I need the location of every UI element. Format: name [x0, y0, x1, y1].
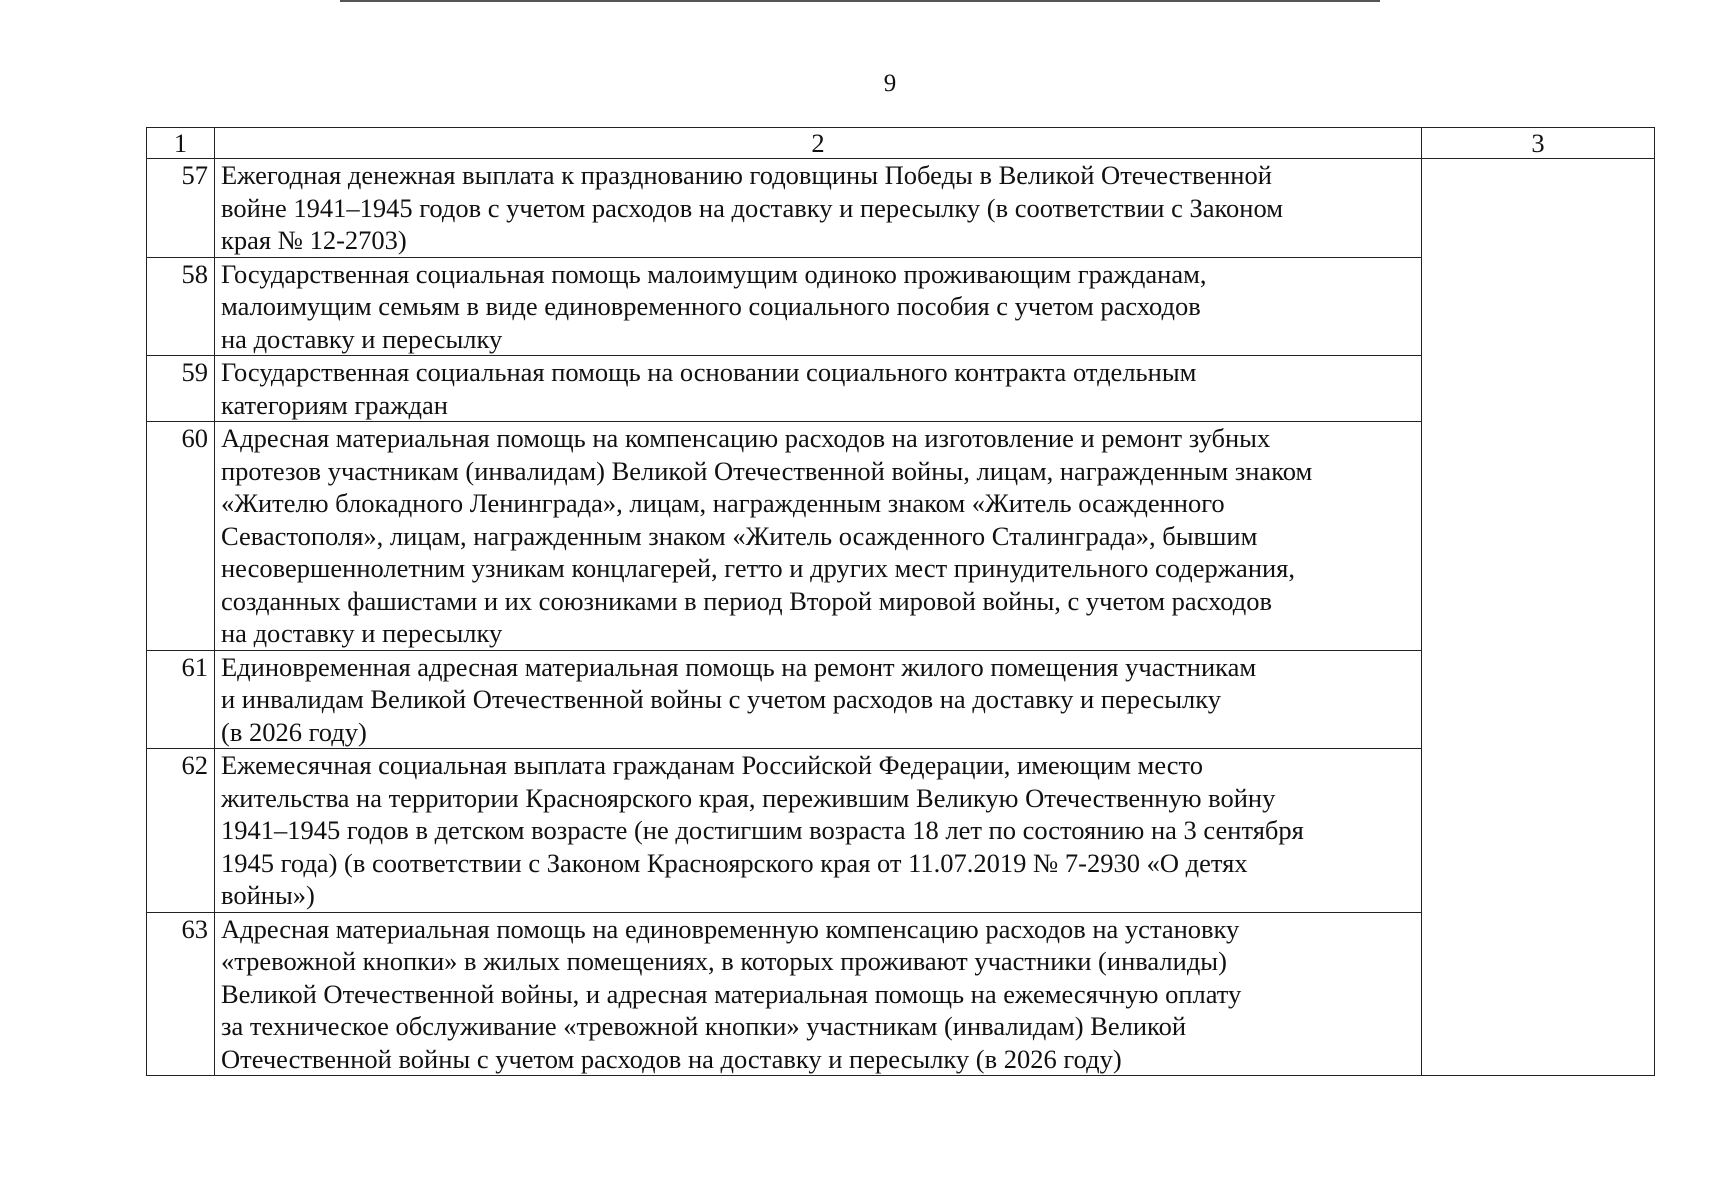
description-line: (в 2026 году)	[221, 716, 367, 747]
row-description	[215, 257, 1422, 356]
description-line: Государственная социальная помощь на основании социального контракта отдельным	[221, 357, 1197, 387]
description-line: на доставку и пересылку	[221, 618, 503, 648]
description-line: малоимущим семьям в виде единовременного социального пособия с учетом расходов	[221, 291, 1201, 321]
description-line: войны»)	[221, 880, 315, 910]
row-number: 58	[147, 257, 215, 356]
description-line: Ежемесячная социальная выплата гражданам Российской Федерации, имеющим место	[221, 750, 1203, 780]
description-line: Государственная социальная помощь малоимущим одиноко проживающим гражданам,	[221, 258, 1207, 289]
page-number: 9	[883, 70, 897, 97]
description-line: войне 1941–1945 годов с учетом расходов на доставку и пересылку (в соответствии с Законом	[221, 192, 1283, 223]
description-line: Отечественной войны с учетом расходов на доставку и пересылку (в 2026 году)	[221, 1043, 1122, 1074]
description-line: Ежегодная денежная выплата к празднованию годовщины Победы в Великой Отечественной	[221, 160, 1272, 190]
row-number: 60	[147, 422, 215, 651]
row-number: 57	[147, 159, 215, 258]
row-number: 63	[147, 912, 215, 1076]
row-description	[215, 912, 1422, 1076]
row-number: 62	[147, 749, 215, 913]
description-line: края № 12-2703)	[221, 225, 407, 255]
column-header-3: 3	[1422, 128, 1655, 159]
benefits-table	[146, 127, 1655, 1076]
row-description	[215, 422, 1422, 651]
column-3-cell	[1422, 159, 1655, 1076]
description-line: Адресная материальная помощь на единовременную компенсацию расходов на установку	[221, 913, 1240, 944]
description-line: Великой Отечественной войны, и адресная материальная помощь на ежемесячную оплату	[221, 978, 1242, 1009]
row-description	[215, 356, 1422, 422]
description-line: Единовременная адресная материальная помощь на ремонт жилого помещения участникам	[221, 651, 1257, 682]
description-line: созданных фашистами и их союзниками в период Второй мировой войны, с учетом расходов	[221, 585, 1273, 616]
description-line: категориям граждан	[221, 389, 448, 420]
column-header-1: 1	[147, 128, 215, 159]
description-line: и инвалидам Великой Отечественной войны с учетом расходов на доставку и пересылку	[221, 684, 1221, 714]
description-line: несовершеннолетним узникам концлагерей, гетто и других мест принудительного содержания,	[221, 553, 1296, 583]
row-description	[215, 749, 1422, 913]
description-line: «Жителю блокадного Ленинграда», лицам, награжденным знаком «Житель осажденного	[221, 488, 1225, 518]
column-header-2: 2	[215, 128, 1422, 159]
table-header-row	[147, 128, 1655, 159]
description-line: на доставку и пересылку	[221, 323, 503, 354]
table-body	[147, 159, 1655, 1076]
row-description	[215, 650, 1422, 749]
row-description	[215, 159, 1422, 258]
description-line: «тревожной кнопки» в жилых помещениях, в которых проживают участники (инвалиды)	[221, 946, 1227, 976]
description-line: жительства на территории Красноярского края, пережившим Великую Отечественную войну	[221, 782, 1276, 813]
description-line: 1941–1945 годов в детском возрасте (не достигшим возраста 18 лет по состоянию на 3 сентября	[221, 815, 1304, 845]
row-number: 59	[147, 356, 215, 422]
row-number: 61	[147, 650, 215, 749]
description-line: Севастополя», лицам, награжденным знаком «Житель осажденного Сталинграда», бывшим	[221, 520, 1258, 551]
description-line: Адресная материальная помощь на компенсацию расходов на изготовление и ремонт зубных	[221, 423, 1271, 453]
description-line: протезов участникам (инвалидам) Великой Отечественной войны, лицам, награжденным знаком	[221, 455, 1313, 486]
table-row	[147, 159, 1655, 258]
description-line: за техническое обслуживание «тревожной кнопки» участникам (инвалидам) Великой	[221, 1011, 1186, 1041]
top-rule	[340, 0, 1380, 2]
description-line: 1945 года) (в соответствии с Законом Красноярского края от 11.07.2019 № 7-2930 «О детях	[221, 847, 1248, 878]
